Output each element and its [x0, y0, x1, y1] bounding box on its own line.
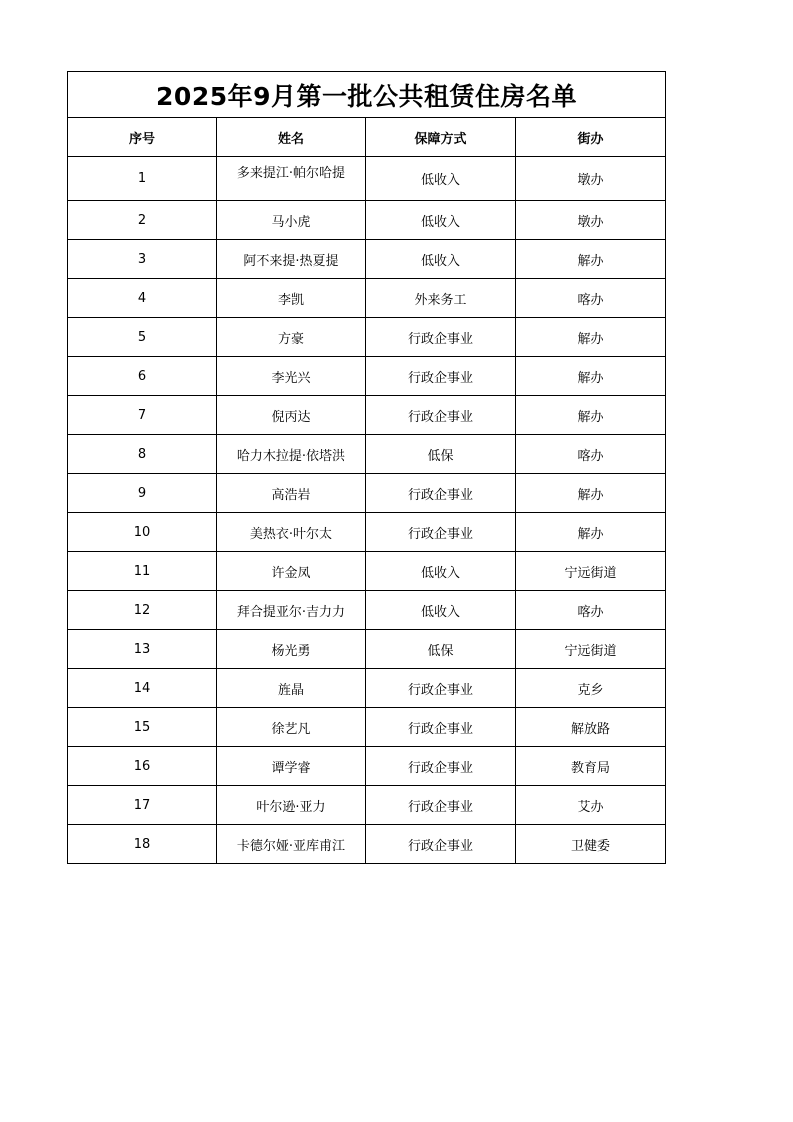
cell-no: 10 [68, 513, 217, 552]
table-row [68, 474, 666, 513]
header-type: 保障方式 [366, 118, 516, 157]
table-row [68, 669, 666, 708]
table-row [68, 357, 666, 396]
header-name: 姓名 [217, 118, 366, 157]
cell-office: 克乡 [516, 669, 666, 708]
page-title: 2025年9月第一批公共租赁住房名单 [68, 72, 666, 118]
housing-list-table [67, 71, 666, 864]
cell-name: 徐艺凡 [217, 708, 366, 747]
cell-name: 倪丙达 [217, 396, 366, 435]
cell-name: 高浩岩 [217, 474, 366, 513]
cell-type: 行政企事业 [366, 396, 516, 435]
cell-no: 11 [68, 552, 217, 591]
cell-name: 阿不来提·热夏提 [217, 240, 366, 279]
cell-type: 行政企事业 [366, 513, 516, 552]
cell-no: 1 [68, 157, 217, 201]
cell-no: 9 [68, 474, 217, 513]
cell-office: 卫健委 [516, 825, 666, 864]
cell-no: 3 [68, 240, 217, 279]
cell-office: 解放路 [516, 708, 666, 747]
cell-type: 低保 [366, 435, 516, 474]
cell-type: 低收入 [366, 552, 516, 591]
cell-no: 12 [68, 591, 217, 630]
table-row [68, 747, 666, 786]
cell-name: 叶尔逊·亚力 [217, 786, 366, 825]
cell-office: 教育局 [516, 747, 666, 786]
cell-no: 6 [68, 357, 217, 396]
cell-name: 哈力木拉提·依塔洪 [217, 435, 366, 474]
cell-name: 谭学睿 [217, 747, 366, 786]
cell-office: 喀办 [516, 435, 666, 474]
cell-type: 行政企事业 [366, 474, 516, 513]
cell-type: 行政企事业 [366, 747, 516, 786]
cell-name: 卡德尔娅·亚库甫江 [217, 825, 366, 864]
cell-no: 2 [68, 201, 217, 240]
cell-name: 李凯 [217, 279, 366, 318]
table-row [68, 513, 666, 552]
cell-name: 美热衣·叶尔太 [217, 513, 366, 552]
table-row [68, 435, 666, 474]
cell-office: 解办 [516, 513, 666, 552]
cell-type: 低保 [366, 630, 516, 669]
cell-office: 解办 [516, 474, 666, 513]
cell-type: 低收入 [366, 157, 516, 201]
table-row [68, 708, 666, 747]
cell-no: 13 [68, 630, 217, 669]
cell-office: 解办 [516, 240, 666, 279]
header-office: 街办 [516, 118, 666, 157]
cell-name: 旌晶 [217, 669, 366, 708]
table-row [68, 591, 666, 630]
cell-name: 马小虎 [217, 201, 366, 240]
cell-type: 低收入 [366, 240, 516, 279]
table-row [68, 630, 666, 669]
cell-type: 行政企事业 [366, 357, 516, 396]
cell-office: 墩办 [516, 157, 666, 201]
cell-no: 7 [68, 396, 217, 435]
cell-name: 李光兴 [217, 357, 366, 396]
cell-office: 喀办 [516, 279, 666, 318]
table-row [68, 279, 666, 318]
cell-name: 许金凤 [217, 552, 366, 591]
cell-office: 解办 [516, 357, 666, 396]
cell-office: 宁远街道 [516, 552, 666, 591]
cell-type: 行政企事业 [366, 825, 516, 864]
header-row [68, 118, 666, 157]
cell-no: 5 [68, 318, 217, 357]
cell-name: 多来提江·帕尔哈提 [217, 157, 366, 201]
cell-name: 方豪 [217, 318, 366, 357]
table-row [68, 396, 666, 435]
cell-no: 4 [68, 279, 217, 318]
table-row [68, 201, 666, 240]
table-row [68, 318, 666, 357]
cell-no: 14 [68, 669, 217, 708]
cell-no: 15 [68, 708, 217, 747]
cell-office: 宁远街道 [516, 630, 666, 669]
cell-office: 墩办 [516, 201, 666, 240]
header-no: 序号 [68, 118, 217, 157]
cell-name: 拜合提亚尔·吉力力 [217, 591, 366, 630]
cell-type: 行政企事业 [366, 708, 516, 747]
cell-type: 行政企事业 [366, 786, 516, 825]
title-row [68, 72, 666, 118]
cell-no: 8 [68, 435, 217, 474]
cell-type: 行政企事业 [366, 318, 516, 357]
cell-office: 解办 [516, 318, 666, 357]
cell-no: 18 [68, 825, 217, 864]
cell-office: 艾办 [516, 786, 666, 825]
cell-type: 行政企事业 [366, 669, 516, 708]
cell-name: 杨光勇 [217, 630, 366, 669]
cell-type: 外来务工 [366, 279, 516, 318]
cell-no: 17 [68, 786, 217, 825]
table-row [68, 240, 666, 279]
table-row [68, 157, 666, 201]
cell-office: 解办 [516, 396, 666, 435]
cell-type: 低收入 [366, 201, 516, 240]
table-row [68, 552, 666, 591]
cell-office: 喀办 [516, 591, 666, 630]
cell-type: 低收入 [366, 591, 516, 630]
table-row [68, 825, 666, 864]
cell-no: 16 [68, 747, 217, 786]
table-row [68, 786, 666, 825]
